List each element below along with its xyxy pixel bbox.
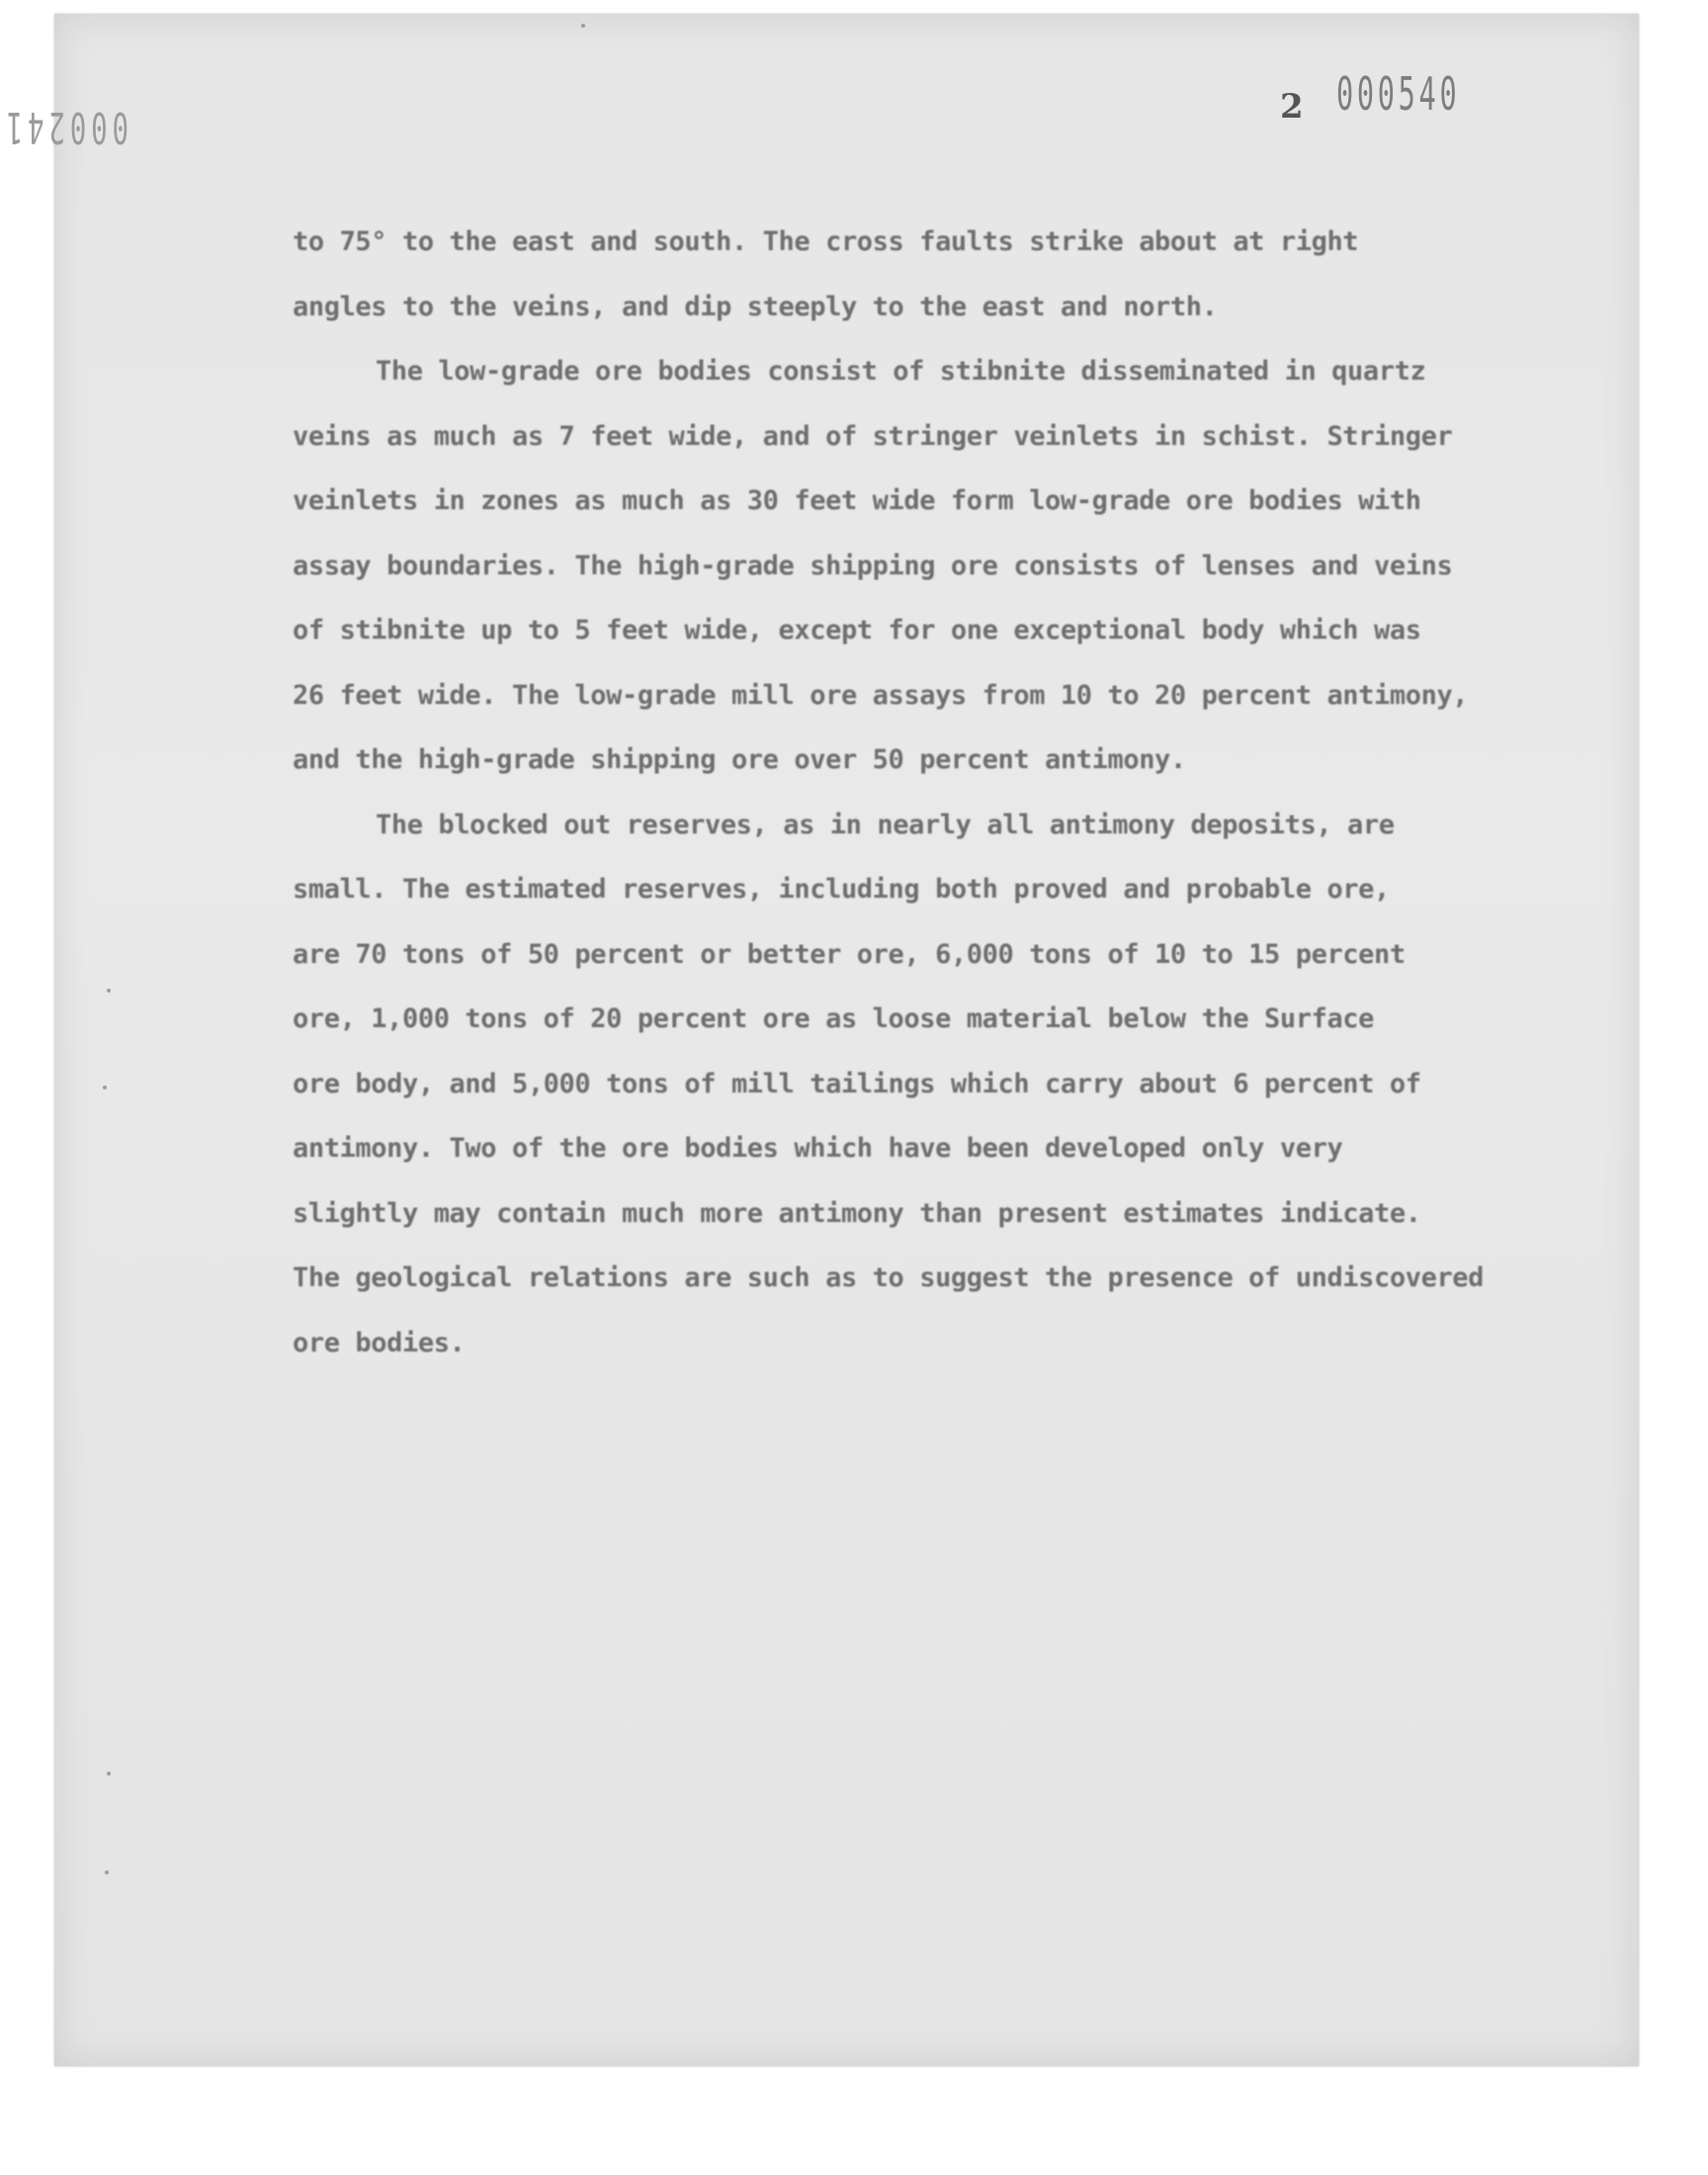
text-line: The geological relations are such as to suggest the presence of undiscovered xyxy=(293,1262,1485,1293)
text-line: of stibnite up to 5 feet wide, except for one exceptional body which was xyxy=(293,615,1421,646)
text-line: assay boundaries. The high-grade shipping ore consists of lenses and veins xyxy=(293,550,1453,581)
text-line: angles to the veins, and dip steeply to the east and north. xyxy=(293,291,1218,322)
text-line: and the high-grade shipping ore over 50 percent antimony. xyxy=(293,744,1186,775)
paper-speck xyxy=(103,1086,107,1089)
paper-speck xyxy=(107,1772,111,1776)
paper-speck xyxy=(581,24,585,28)
page-number: 2 xyxy=(1280,87,1304,127)
text-line: The low-grade ore bodies consist of stibnite disseminated in quartz xyxy=(376,356,1426,387)
body-text xyxy=(293,210,1568,1375)
paper-speck xyxy=(107,989,111,993)
text-line: ore bodies. xyxy=(293,1327,466,1358)
document-stamp-left: 000241 xyxy=(1,102,129,152)
paper-speck xyxy=(105,1870,109,1874)
text-line: are 70 tons of 50 percent or better ore, 6,000 tons of 10 to 15 percent xyxy=(293,938,1406,970)
text-line: ore body, and 5,000 tons of mill tailings which carry about 6 percent of xyxy=(293,1068,1421,1099)
text-line: The blocked out reserves, as in nearly all antimony deposits, are xyxy=(376,809,1395,840)
document-stamp-right: 000540 xyxy=(1336,67,1461,121)
text-line: 26 feet wide. The low-grade mill ore assays from 10 to 20 percent antimony, xyxy=(293,679,1469,711)
text-line: antimony. Two of the ore bodies which have been developed only very xyxy=(293,1133,1343,1164)
text-line: veinlets in zones as much as 30 feet wide form low-grade ore bodies with xyxy=(293,485,1421,516)
text-line: ore, 1,000 tons of 20 percent ore as loose material below the Surface xyxy=(293,1003,1375,1034)
text-line: veins as much as 7 feet wide, and of stringer veinlets in schist. Stringer xyxy=(293,420,1453,452)
text-line: small. The estimated reserves, including both proved and probable ore, xyxy=(293,874,1390,905)
text-line: slightly may contain much more antimony than present estimates indicate. xyxy=(293,1197,1421,1229)
text-line: to 75° to the east and south. The cross faults strike about at right xyxy=(293,226,1359,257)
